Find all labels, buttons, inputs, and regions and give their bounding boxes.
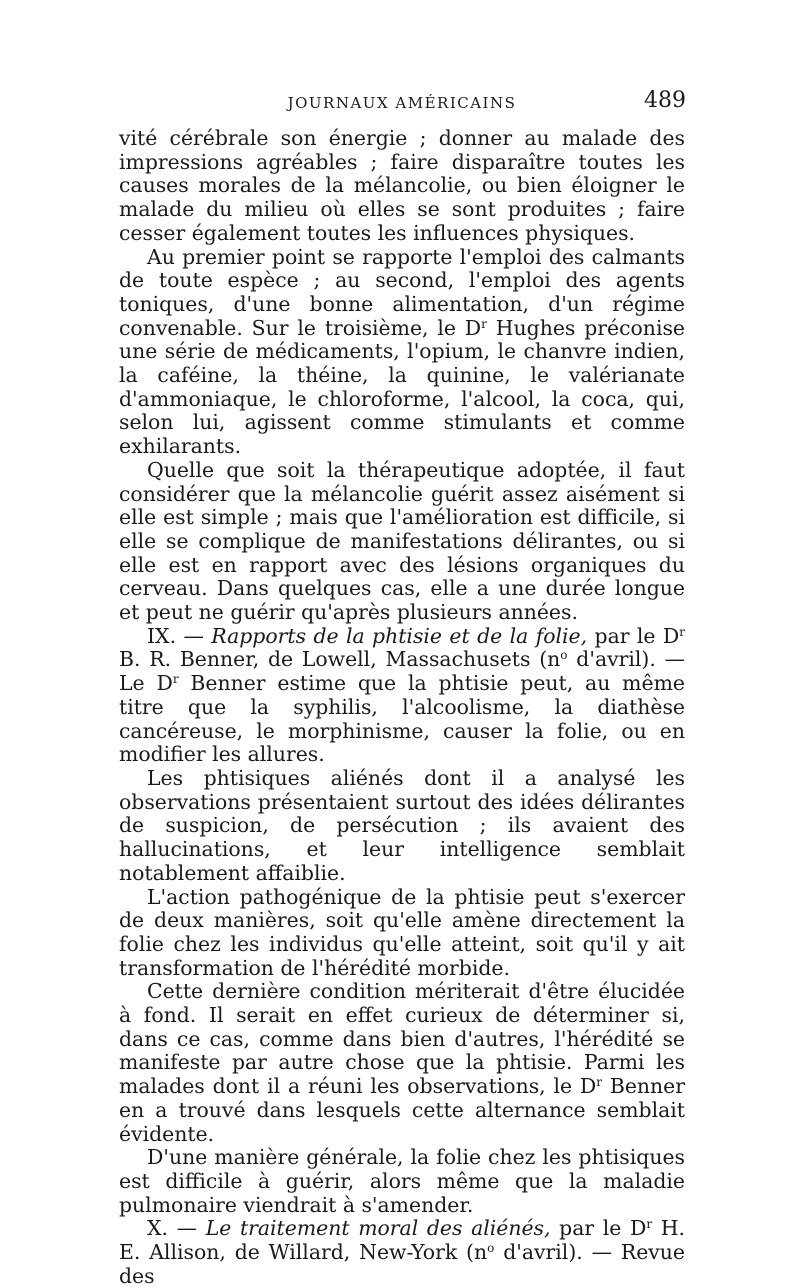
paragraph-2-text-cont: Hughes préconise une série de médicaments, l'opium, le chanvre indien, la caféine, la théine, la quinine, le valérianate d'ammoniaque, le chloroforme, l'alcool, la coca, qui, selon lui, agissent comme stimulants et comme exhilarants. — [119, 315, 685, 459]
superscript: o — [560, 648, 568, 663]
superscript: r — [481, 316, 487, 331]
paragraph-2 — [119, 246, 685, 459]
paragraph-7-text: Cette dernière condition mériterait d'être élucidée à fond. Il serait en effet curieux de déterminer si, dans ce cas, comme dans bien d'autres, l'hérédité se manifeste par autre chose que la phtisie. Parmi les malades dont il a réuni les observations, le D — [119, 979, 685, 1099]
paragraph-8: D'une manière générale, la folie chez les phtisiques est difficile à guérir, alors même que la maladie pulmonaire viendrait à s'amender. — [119, 1145, 685, 1217]
paragraph-6: L'action pathogénique de la phtisie peut s'exercer de deux manières, soit qu'elle amène directement la folie chez les individus qu'elle atteint, soit qu'il y ait transformation de l'hérédité morbide. — [119, 884, 685, 980]
superscript: r — [646, 1217, 653, 1232]
section-text: d'avril). — Revue des — [119, 1240, 685, 1288]
superscript: r — [679, 624, 685, 639]
section-text: B. R. Benner, de Lowell, Massachusets (n — [119, 647, 561, 672]
paragraph-3: Quelle que soit la thérapeutique adoptée, il faut considérer que la mélancolie guérit assez aisément si elle est simple ; mais que l'amélioration est difficile, si elle se complique de manifestations délirantes, ou si elle est en rapport avec des lésions organiques du cerveau. Dans quelques cas, elle a une durée longue et peut ne guérir qu'après plusieurs années. — [119, 457, 685, 625]
section-text: Benner estime que la phtisie peut, au même titre que la syphilis, l'alcoolisme, la diathèse cancéreuse, le morphinisme, causer la folie, ou en modifier les allures. — [119, 671, 685, 767]
superscript: r — [172, 672, 179, 687]
section-title: Rapports de la phtisie et de la folie, — [211, 623, 588, 648]
page-header — [118, 88, 686, 118]
section-text: d'avril). — Le D — [119, 647, 686, 696]
section-text: par le D — [587, 623, 680, 648]
page-number: 489 — [644, 88, 686, 113]
section-number: IX. — — [147, 623, 212, 648]
running-title: JOURNAUX AMÉRICAINS — [287, 94, 517, 112]
body-text — [119, 127, 685, 1288]
section-text: H. E. Allison, de Willard, New-York (n — [119, 1216, 685, 1265]
section-x — [119, 1217, 685, 1288]
section-ix — [119, 625, 685, 767]
section-number: X. — — [147, 1216, 206, 1241]
superscript: o — [487, 1241, 495, 1256]
section-title: Le traitement moral des aliénés, — [205, 1216, 551, 1241]
paragraph-2-text: Au premier point se rapporte l'emploi des calmants de toute espèce ; au second, l'emploi des agents toniques, d'une bonne alimentation, d'un régime convenable. Sur le troisième, le D — [119, 244, 685, 340]
section-text: par le D — [550, 1216, 647, 1241]
paragraph-1: vité cérébrale son énergie ; donner au malade des impressions agréables ; faire disparaître toutes les causes morales de la mélancolie, ou bien éloigner le malade du milieu où elles se sont produites ; faire cesser également toutes les influences physiques. — [119, 126, 685, 245]
paragraph-7-text-cont: Benner en a trouvé dans lesquels cette alternance semblait évidente. — [119, 1074, 686, 1146]
superscript: r — [596, 1075, 603, 1090]
paragraph-7 — [119, 980, 685, 1146]
paragraph-5: Les phtisiques aliénés dont il a analysé les observations présentaient surtout des idées délirantes de suspicion, de persécution ; ils avaient des hallucinations, et leur intelligence semblait notablement affaiblie. — [119, 765, 685, 885]
